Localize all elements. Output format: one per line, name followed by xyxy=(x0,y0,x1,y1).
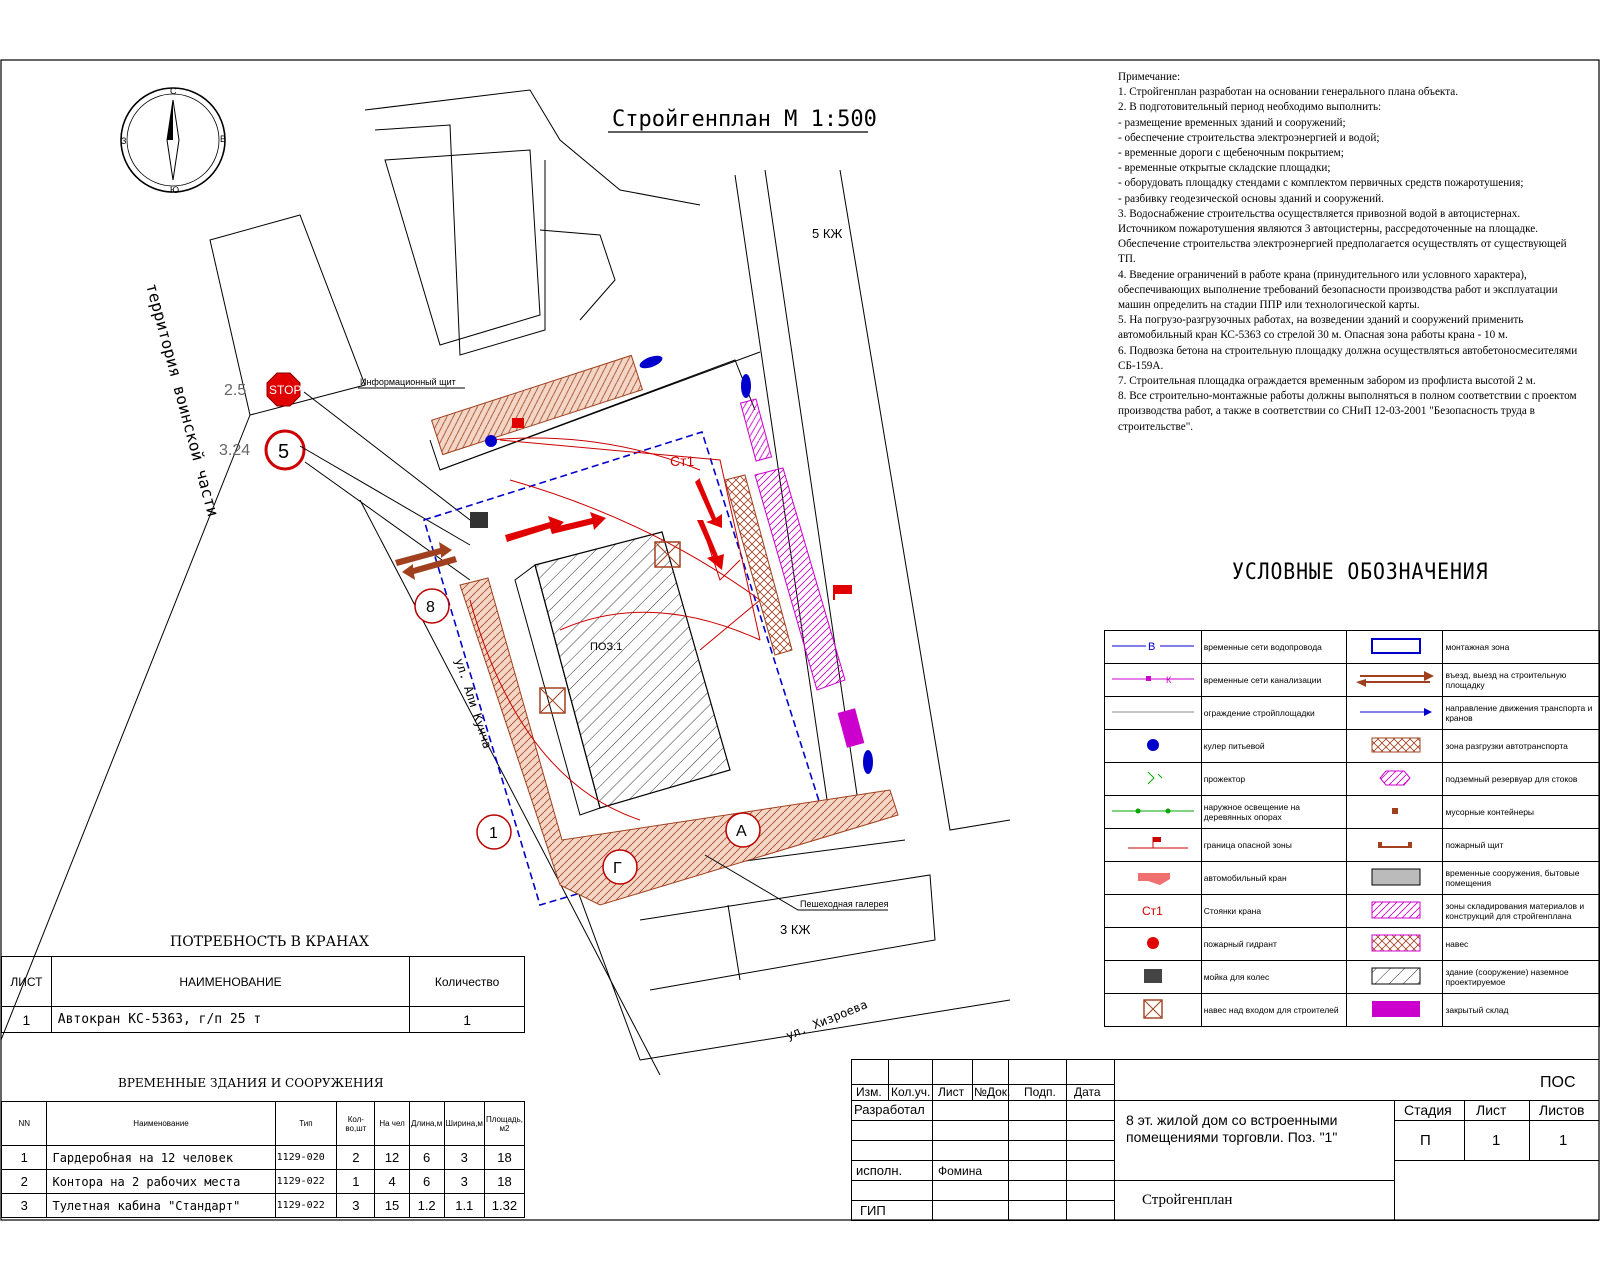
note-line: Примечание: xyxy=(1118,71,1181,83)
svg-text:В: В xyxy=(1147,641,1156,653)
legend-item: граница опасной зоны xyxy=(1201,829,1346,862)
note-line: 8. Все строительно-монтажные работы должны выполняться в полном соответствии с проектом производства работ, а также в соответствии со СНиП 12-03-2001 "Безопасность труда в строительстве". xyxy=(1118,390,1577,433)
note-line: - разбивку геодезической основы зданий и сооружений. xyxy=(1118,192,1384,205)
legend-item: прожектор xyxy=(1201,763,1346,796)
temp-buildings-table: NN Наименование Тип Кол-во,шт На чел Длина,м Ширина,м Площадь, м2 1 Гардеробная на 12 человек 1129-020 2 12 6 3 18 2 Контора на 2 рабочих места 1129-022 1 4 6 3 18 3 Тулетная кабина "Стандарт" 1129-022 3 15 1.2 1.1 1.32 xyxy=(1,1101,525,1218)
legend-item: ограждение стройплощадки xyxy=(1201,697,1346,730)
street-khizroeva-label: ул. Хизроева xyxy=(783,997,870,1043)
legend-item: зоны складирования материалов и конструкций для стройгенплана xyxy=(1443,895,1600,928)
stamp-gip: ГИП xyxy=(860,1203,886,1218)
table-row: 1 Гардеробная на 12 человек 1129-020 2 12 6 3 18 xyxy=(2,1146,525,1170)
compass-s: Ю xyxy=(170,185,180,195)
legend-item: пожарный гидрант xyxy=(1201,928,1346,961)
water-cooler-icon xyxy=(485,435,497,447)
legend-item: здание (сооружение) наземное проектируемое xyxy=(1443,961,1600,994)
note-line: - временные открытые складские площадки; xyxy=(1118,162,1331,175)
stamp-stage-label: Стадия xyxy=(1404,1102,1452,1118)
bldg-5kzh-label: 5 КЖ xyxy=(812,226,843,241)
legend-item: мусорные контейнеры xyxy=(1443,796,1600,829)
stamp-stage: П xyxy=(1420,1132,1431,1149)
note-line: - временные дороги с щебеночным покрытием; xyxy=(1118,147,1344,160)
storage-strip xyxy=(432,355,643,454)
note-line: 1. Стройгенплан разработан на основании генерального плана объекта. xyxy=(1118,86,1458,99)
cranes-table: ЛИСТ НАИМЕНОВАНИЕ Количество 1 Автокран КС-5363, г/п 25 т 1 xyxy=(1,956,525,1033)
legend-table xyxy=(1104,630,1600,1027)
compass-e: В xyxy=(220,134,227,144)
stop-sign-text: STOP xyxy=(269,383,302,397)
table-row: 3 Тулетная кабина "Стандарт" 1129-022 3 15 1.2 1.1 1.32 xyxy=(2,1194,525,1218)
main-building xyxy=(535,532,730,808)
svg-text:К: К xyxy=(1165,675,1172,685)
legend-item: Стоянки крана xyxy=(1201,895,1346,928)
plan-title: Стройгенплан М 1:500 xyxy=(612,107,877,132)
legend-item: въезд, выезд на строительную площадку xyxy=(1443,664,1600,697)
stamp-sheet-name: Стройгенплан xyxy=(1142,1192,1233,1208)
note-line: 3. Водоснабжение строительства осуществляется привозной водой в автоцистернах. Источником пожаротушения являются 3 автоцистерны, рассредоточенные на площадке. xyxy=(1118,207,1539,236)
compass-w: З xyxy=(121,136,127,146)
compass-icon xyxy=(121,88,225,192)
table-row: 1 Автокран КС-5363, г/п 25 т 1 xyxy=(2,1007,525,1033)
legend-item: навес над входом для строителей xyxy=(1201,994,1346,1027)
street-ali-label: ул. Али Кунча xyxy=(452,656,495,751)
speed-sign-text: 5 xyxy=(278,441,290,463)
crane-stop-label: Ст1 xyxy=(670,453,695,469)
legend-item: временные сооружения, бытовые помещения xyxy=(1443,862,1600,895)
legend-item: временные сети канализации xyxy=(1201,664,1346,697)
legend-item: закрытый склад xyxy=(1443,994,1600,1027)
table-row: 2 Контора на 2 рабочих места 1129-022 1 4 6 3 18 xyxy=(2,1170,525,1194)
legend-item: временные сети водопровода xyxy=(1201,631,1346,664)
legend-item: подземный резервуар для стоков xyxy=(1443,763,1600,796)
stamp-col: Дата xyxy=(1074,1085,1101,1099)
stamp-col: №Док. xyxy=(974,1085,1011,1099)
note-line: 2. В подготовительный период необходимо выполнить: xyxy=(1118,101,1382,114)
note-line: - обеспечение строительства электроэнергией и водой; xyxy=(1118,131,1380,144)
height-324: 3.24 xyxy=(219,442,251,459)
legend-item: направление движения транспорта и кранов xyxy=(1443,697,1600,730)
axis-a: А xyxy=(736,823,747,840)
stamp-project: 8 эт. жилой дом со встроенными помещениями торговли. Поз. "1" xyxy=(1126,1112,1338,1145)
notes-block xyxy=(1118,70,1578,435)
note-line: 7. Строительная площадка ограждается временным забором из профлиста высотой 2 м. xyxy=(1118,375,1536,388)
note-line: Обеспечение строительства электроэнергией предполагается осуществлять от существующей ТП. xyxy=(1118,238,1567,266)
height-25: 2.5 xyxy=(224,382,247,399)
stamp-col: Кол.уч. xyxy=(891,1085,931,1099)
compass-n: С xyxy=(170,86,177,96)
axis-g: Г xyxy=(613,860,622,877)
axis-1: 1 xyxy=(489,825,498,842)
svg-text:Ст1: Ст1 xyxy=(1141,904,1163,918)
note-line: 6. Подвозка бетона на строительную площадку должна осуществляться автобетоносмесителями СБ-159А. xyxy=(1118,344,1578,372)
stamp-col: Изм. xyxy=(856,1085,882,1099)
note-line: - оборудовать площадку стендами с комплектом первичных средств пожаротушения; xyxy=(1118,177,1524,190)
stamp-executor-label: исполн. xyxy=(856,1163,903,1178)
legend-item: мойка для колес xyxy=(1201,961,1346,994)
stamp-col: Подп. xyxy=(1024,1085,1056,1099)
title-block xyxy=(851,1059,1599,1221)
legend-title: УСЛОВНЫЕ ОБОЗНАЧЕНИЯ xyxy=(1232,560,1489,585)
territory-label: территория воинской части xyxy=(142,281,223,519)
legend-item: автомобильный кран xyxy=(1201,862,1346,895)
poz1-label: ПОЗ.1 xyxy=(590,641,623,653)
note-line: 5. На погрузо-разгрузочных работах, на возведении зданий и сооружений применить автомобильный кран КС-5363 со стрелой 30 м. Опасная зона работы крана - 10 м. xyxy=(1118,314,1524,342)
axis-8: 8 xyxy=(426,599,435,616)
pedestrian-gallery-label: Пешеходная галерея xyxy=(800,899,889,909)
stamp-developed: Разработал xyxy=(854,1102,925,1117)
stamp-code: ПОС xyxy=(1540,1074,1576,1091)
legend-item: наружное освещение на деревянных опорах xyxy=(1201,796,1346,829)
note-line: 4. Введение ограничений в работе крана (принудительного или условного характера), обеспечивающих выполнение требований безопасности производства работ и эксплуатации машин определить на стадии ППР или технологической карты. xyxy=(1118,268,1558,312)
legend-item: монтажная зона xyxy=(1443,631,1600,664)
stamp-sheets-label: Листов xyxy=(1539,1102,1585,1118)
cranes-title: ПОТРЕБНОСТЬ В КРАНАХ xyxy=(170,934,369,950)
info-board-label: Информационный щит xyxy=(360,377,456,387)
stamp-sheet: 1 xyxy=(1492,1132,1501,1149)
bldg-3kzh-label: 3 КЖ xyxy=(780,922,811,937)
temp-buildings-title: ВРЕМЕННЫЕ ЗДАНИЯ И СООРУЖЕНИЯ xyxy=(118,1076,384,1090)
legend-item: зона разгрузки автотранспорта xyxy=(1443,730,1600,763)
stamp-executor-name: Фомина xyxy=(938,1164,983,1178)
legend-item: кулер питьевой xyxy=(1201,730,1346,763)
stamp-col: Лист xyxy=(938,1085,965,1099)
legend-item: пожарный щит xyxy=(1443,829,1600,862)
legend-item: навес xyxy=(1443,928,1600,961)
note-line: - размещение временных зданий и сооружений; xyxy=(1118,116,1346,129)
stamp-sheets: 1 xyxy=(1559,1132,1568,1149)
stamp-sheet-label: Лист xyxy=(1476,1102,1507,1118)
